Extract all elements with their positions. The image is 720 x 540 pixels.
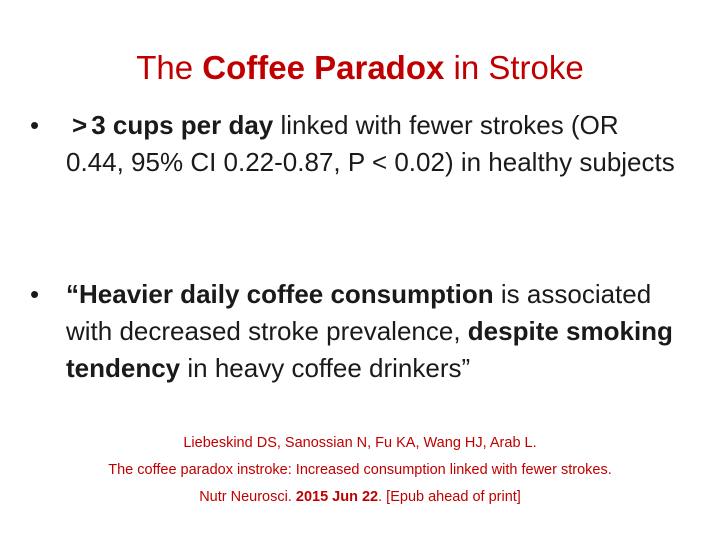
citation-journal: Nutr Neurosci. [199, 489, 296, 505]
bullet-rest: linked with fewer strokes (OR 0.44, 95% CI 0.22-0.87, P < 0.02) in healthy subjects [66, 110, 675, 177]
citation-source [0, 484, 720, 511]
citation-status: . [Epub ahead of print] [378, 489, 521, 505]
citation [0, 430, 720, 511]
bullet-text [66, 107, 680, 181]
greater-than-symbol: > [72, 110, 88, 140]
bullet-quote [30, 276, 680, 387]
slide-title [0, 48, 720, 88]
bullet-text [66, 276, 680, 387]
quote-end: in heavy coffee drinkers” [180, 353, 471, 383]
bullet-dot-icon: • [30, 110, 40, 140]
title-bold: Coffee Paradox [202, 49, 445, 86]
bullet-bold-phrase: 3 cups per day [91, 110, 274, 140]
title-prefix: The [136, 49, 203, 86]
citation-authors: Liebeskind DS, Sanossian N, Fu KA, Wang HJ, Arab L. [183, 435, 537, 451]
quote-bold-start: “Heavier daily coffee consumption [66, 279, 494, 309]
bullet-cups-per-day [30, 107, 680, 181]
citation-title: The coffee paradox instroke: Increased consumption linked with fewer strokes. [108, 462, 612, 478]
title-suffix: in Stroke [444, 49, 584, 86]
quote-middle: is associated with decreased stroke prevalence, [66, 279, 652, 346]
quote-bold-emphasis: despite smoking tendency [66, 316, 673, 383]
citation-date: 2015 Jun 22 [295, 489, 379, 505]
bullet-dot-icon: • [30, 279, 40, 309]
